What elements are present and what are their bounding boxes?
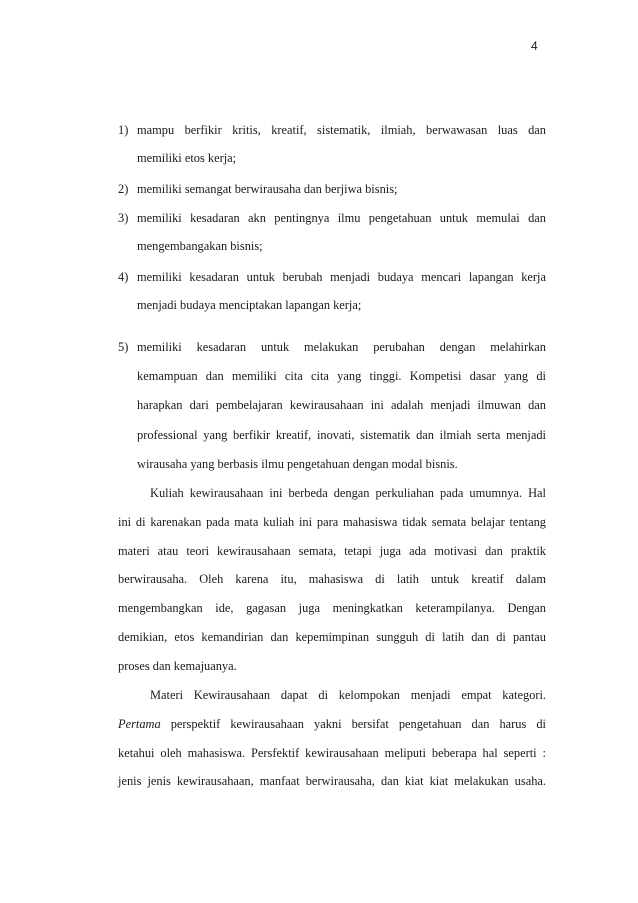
paragraph-line: proses dan kemajuanya. [118, 658, 237, 673]
paragraph-line-rest: perspektif kewirausahaan yakni bersifat pengetahuan dan harus di [160, 716, 546, 731]
list-item-3 [118, 204, 546, 260]
list-line: memiliki kesadaran akn pentingnya ilmu pengetahuan untuk memulai dan [137, 211, 546, 225]
list-item-4 [118, 263, 546, 319]
paragraph-line: materi atau teori kewirausahaan semata, tetapi juga ada motivasi dan praktik [118, 543, 546, 558]
list-line: harapkan dari pembelajaran kewirausahaan ini adalah menjadi ilmuwan dan [137, 398, 546, 413]
emphasis-pertama: Pertama [118, 716, 161, 731]
list-number: 3) [118, 211, 129, 225]
paragraph-2 [118, 681, 546, 796]
page-number: 4 [531, 39, 538, 53]
list-line: kemampuan dan memiliki cita cita yang tinggi. Kompetisi dasar yang di [137, 369, 546, 384]
list-number: 4) [118, 270, 129, 284]
list-line: memiliki kesadaran untuk berubah menjadi budaya mencari lapangan kerja [137, 270, 546, 284]
paragraph-1 [118, 479, 546, 681]
paragraph-line: berwirausaha. Oleh karena itu, mahasiswa di latih untuk kreatif dalam [118, 572, 546, 587]
paragraph-line: demikian, etos kemandirian dan kepemimpinan sungguh di latih dan di pantau [118, 629, 546, 644]
paragraph-line: mengembangkan ide, gagasan juga meningkatkan keterampilanya. Dengan [118, 601, 546, 616]
list-item-5 [118, 333, 546, 479]
paragraph-line [118, 710, 546, 739]
list-line: menjadi budaya menciptakan lapangan kerja; [137, 298, 362, 313]
list-number: 2) [118, 182, 129, 196]
list-line: wirausaha yang berbasis ilmu pengetahuan dengan modal bisnis. [137, 456, 458, 471]
list-line: memiliki semangat berwirausaha dan berjiwa bisnis; [137, 182, 398, 196]
paragraph-line: Kuliah kewirausahaan ini berbeda dengan perkuliahan pada umumnya. Hal [150, 486, 546, 500]
paragraph-line: ini di karenakan pada mata kuliah ini para mahasiswa tidak semata belajar tentang [118, 514, 546, 529]
list-line: memiliki etos kerja; [137, 151, 237, 166]
paragraph-line: ketahui oleh mahasiswa. Persfektif kewirausahaan meliputi beberapa hal seperti : [118, 745, 546, 760]
list-line: mampu berfikir kritis, kreatif, sistematik, ilmiah, berwawasan luas dan [137, 123, 546, 137]
list-number: 1) [118, 123, 129, 137]
list-item-2 [118, 175, 546, 203]
paragraph-line: jenis jenis kewirausahaan, manfaat berwirausaha, dan kiat kiat melakukan usaha. [118, 774, 546, 789]
list-line: memiliki kesadaran untuk melakukan perubahan dengan melahirkan [137, 340, 546, 354]
list-number: 5) [118, 340, 129, 354]
list-item-1 [118, 116, 546, 172]
list-line: professional yang berfikir kreatif, inovati, sistematik dan ilmiah serta menjadi [137, 427, 546, 442]
paragraph-line: Materi Kewirausahaan dapat di kelompokan menjadi empat kategori. [150, 688, 546, 702]
list-line: mengembangakan bisnis; [137, 239, 263, 254]
